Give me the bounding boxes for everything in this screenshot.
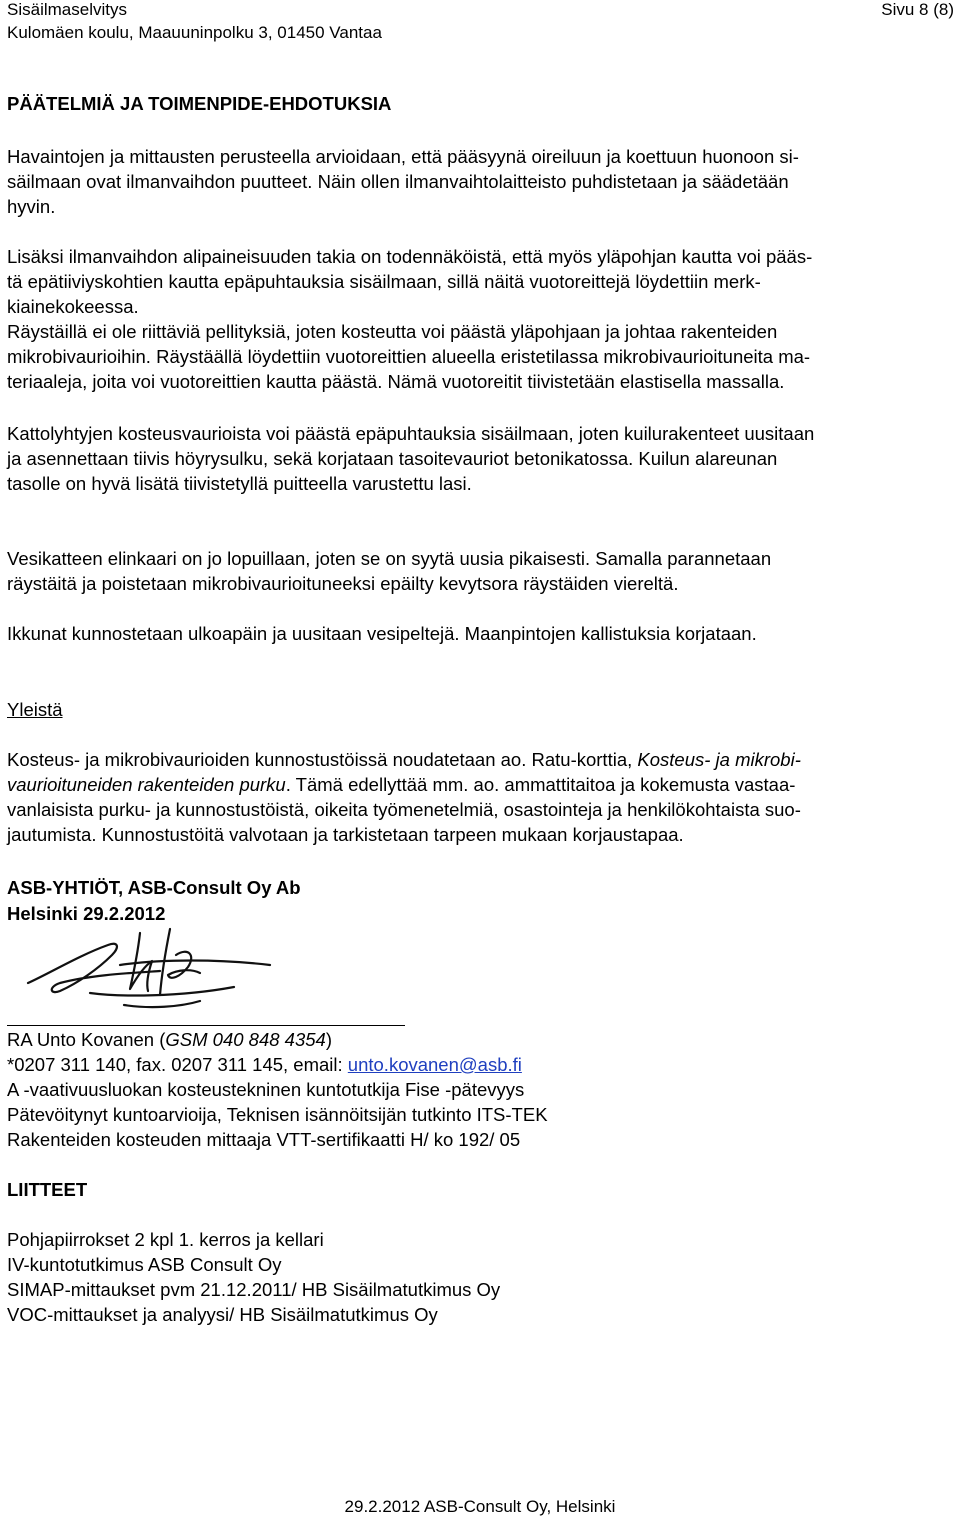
paragraph-line: Räystäillä ei ole riittäviä pellityksiä, joten kosteutta voi päästä yläpohjaan ja johtaa rakenteiden — [7, 321, 778, 342]
ratu-card-title: vaurioituneiden rakenteiden purku — [7, 774, 286, 795]
attachment-item: IV-kuntotutkimus ASB Consult Oy — [7, 1254, 282, 1275]
page-number: Sivu 8 (8) — [881, 0, 954, 19]
paragraph-line: Lisäksi ilmanvaihdon alipaineisuuden takia on todennäköistä, että myös yläpohjan kautta voi pääs- — [7, 246, 813, 267]
general-text: . Tämä edellyttää mm. ao. ammattitaitoa ja kokemusta vastaa- — [285, 774, 796, 795]
page-footer: 29.2.2012 ASB-Consult Oy, Helsinki — [344, 1497, 616, 1516]
paragraph-line: teriaaleja, joita voi vuotoreittien kautta päästä. Nämä vuotoreitit tiivistetään elastisella massalla. — [7, 371, 785, 392]
attachments-heading: LIITTEET — [7, 1179, 88, 1200]
general-text: Kosteus- ja mikrobivaurioiden kunnostustöissä noudatetaan ao. Ratu-korttia, — [7, 749, 638, 770]
paragraph-line: hyvin. — [7, 196, 56, 217]
general-line-3: vanlaisista purku- ja kunnostustöistä, oikeita työmenetelmiä, osastointeja ja henkilökohtaista suo- — [7, 799, 801, 820]
header-title: Sisäilmaselvitys — [7, 0, 127, 19]
general-heading: Yleistä — [7, 699, 63, 720]
paragraph-line: ja asennettaan tiivis höyrysulku, sekä korjataan tasoitevauriot betonikatossa. Kuilun alareunan — [7, 448, 778, 469]
header-address: Kulomäen koulu, Maauuninpolku 3, 01450 Vantaa — [7, 23, 382, 42]
attachment-item: VOC-mittaukset ja analyysi/ HB Sisäilmatutkimus Oy — [7, 1304, 438, 1325]
paragraph-line: Kattolyhtyjen kosteusvaurioista voi päästä epäpuhtauksia sisäilmaan, joten kuilurakenteet uusitaan — [7, 423, 815, 444]
contact-text: *0207 311 140, fax. 0207 311 145, email: — [7, 1054, 348, 1075]
general-line-4: jautumista. Kunnostustöitä valvotaan ja tarkistetaan tarpeen mukaan korjaustapaa. — [7, 824, 684, 845]
signer-name-text: ) — [325, 1029, 332, 1050]
signer-name — [7, 1028, 957, 1053]
qualification-line: A -vaativuusluokan kosteustekninen kuntotutkija Fise -pätevyys — [7, 1079, 525, 1100]
place-date: Helsinki 29.2.2012 — [7, 903, 166, 924]
gsm-number: GSM 040 848 4354 — [165, 1029, 326, 1050]
ratu-card-title: Kosteus- ja mikrobi- — [637, 749, 801, 770]
section-heading: PÄÄTELMIÄ JA TOIMENPIDE-EHDOTUKSIA — [7, 93, 392, 114]
qualification-line: Rakenteiden kosteuden mittaaja VTT-sertifikaatti H/ ko 192/ 05 — [7, 1129, 521, 1150]
general-line-2 — [7, 773, 957, 798]
attachment-item: SIMAP-mittaukset pvm 21.12.2011/ HB Sisäilmatutkimus Oy — [7, 1279, 501, 1300]
paragraph-line: Havaintojen ja mittausten perusteella arvioidaan, että pääsyynä oireiluun ja koettuun huonoon si- — [7, 146, 799, 167]
paragraph-line: tä epätiiviyskohtien kautta epäpuhtauksia sisäilmaan, sillä näitä vuotoreittejä löydettiin merk- — [7, 271, 761, 292]
company-name: ASB-YHTIÖT, ASB-Consult Oy Ab — [7, 877, 301, 898]
paragraph-line: tasolle on hyvä lisätä tiivistetyllä puitteella varustettu lasi. — [7, 473, 472, 494]
handwritten-signature — [20, 925, 280, 1015]
email-link[interactable]: unto.kovanen@asb.fi — [347, 1054, 522, 1075]
paragraph-line: Vesikatteen elinkaari on jo lopuillaan, joten se on syytä uusia pikaisesti. Samalla parannetaan — [7, 548, 772, 569]
qualification-line: Pätevöitynyt kuntoarvioija, Teknisen isännöitsijän tutkinto ITS-TEK — [7, 1104, 548, 1125]
signature-line — [7, 1025, 405, 1026]
paragraph-line: säilmaan ovat ilmanvaihdon puutteet. Näin ollen ilmanvaihtolaitteisto puhdistetaan ja säädetään — [7, 171, 789, 192]
paragraph-line: kiainekokeessa. — [7, 296, 139, 317]
signer-name-text: RA Unto Kovanen ( — [7, 1029, 166, 1050]
paragraph-line: mikrobivaurioihin. Räystäällä löydettiin vuotoreittien alueella eristetilassa mikrobivaurioituneita ma- — [7, 346, 811, 367]
contact-line — [7, 1053, 957, 1078]
general-line-1 — [7, 748, 957, 773]
paragraph-5: Ikkunat kunnostetaan ulkoapäin ja uusitaan vesipeltejä. Maanpintojen kallistuksia korjataan. — [7, 623, 757, 644]
paragraph-line: räystäitä ja poistetaan mikrobivaurioituneeksi epäilty kevytsora räystäiden viereltä. — [7, 573, 679, 594]
attachment-item: Pohjapiirrokset 2 kpl 1. kerros ja kellari — [7, 1229, 324, 1250]
